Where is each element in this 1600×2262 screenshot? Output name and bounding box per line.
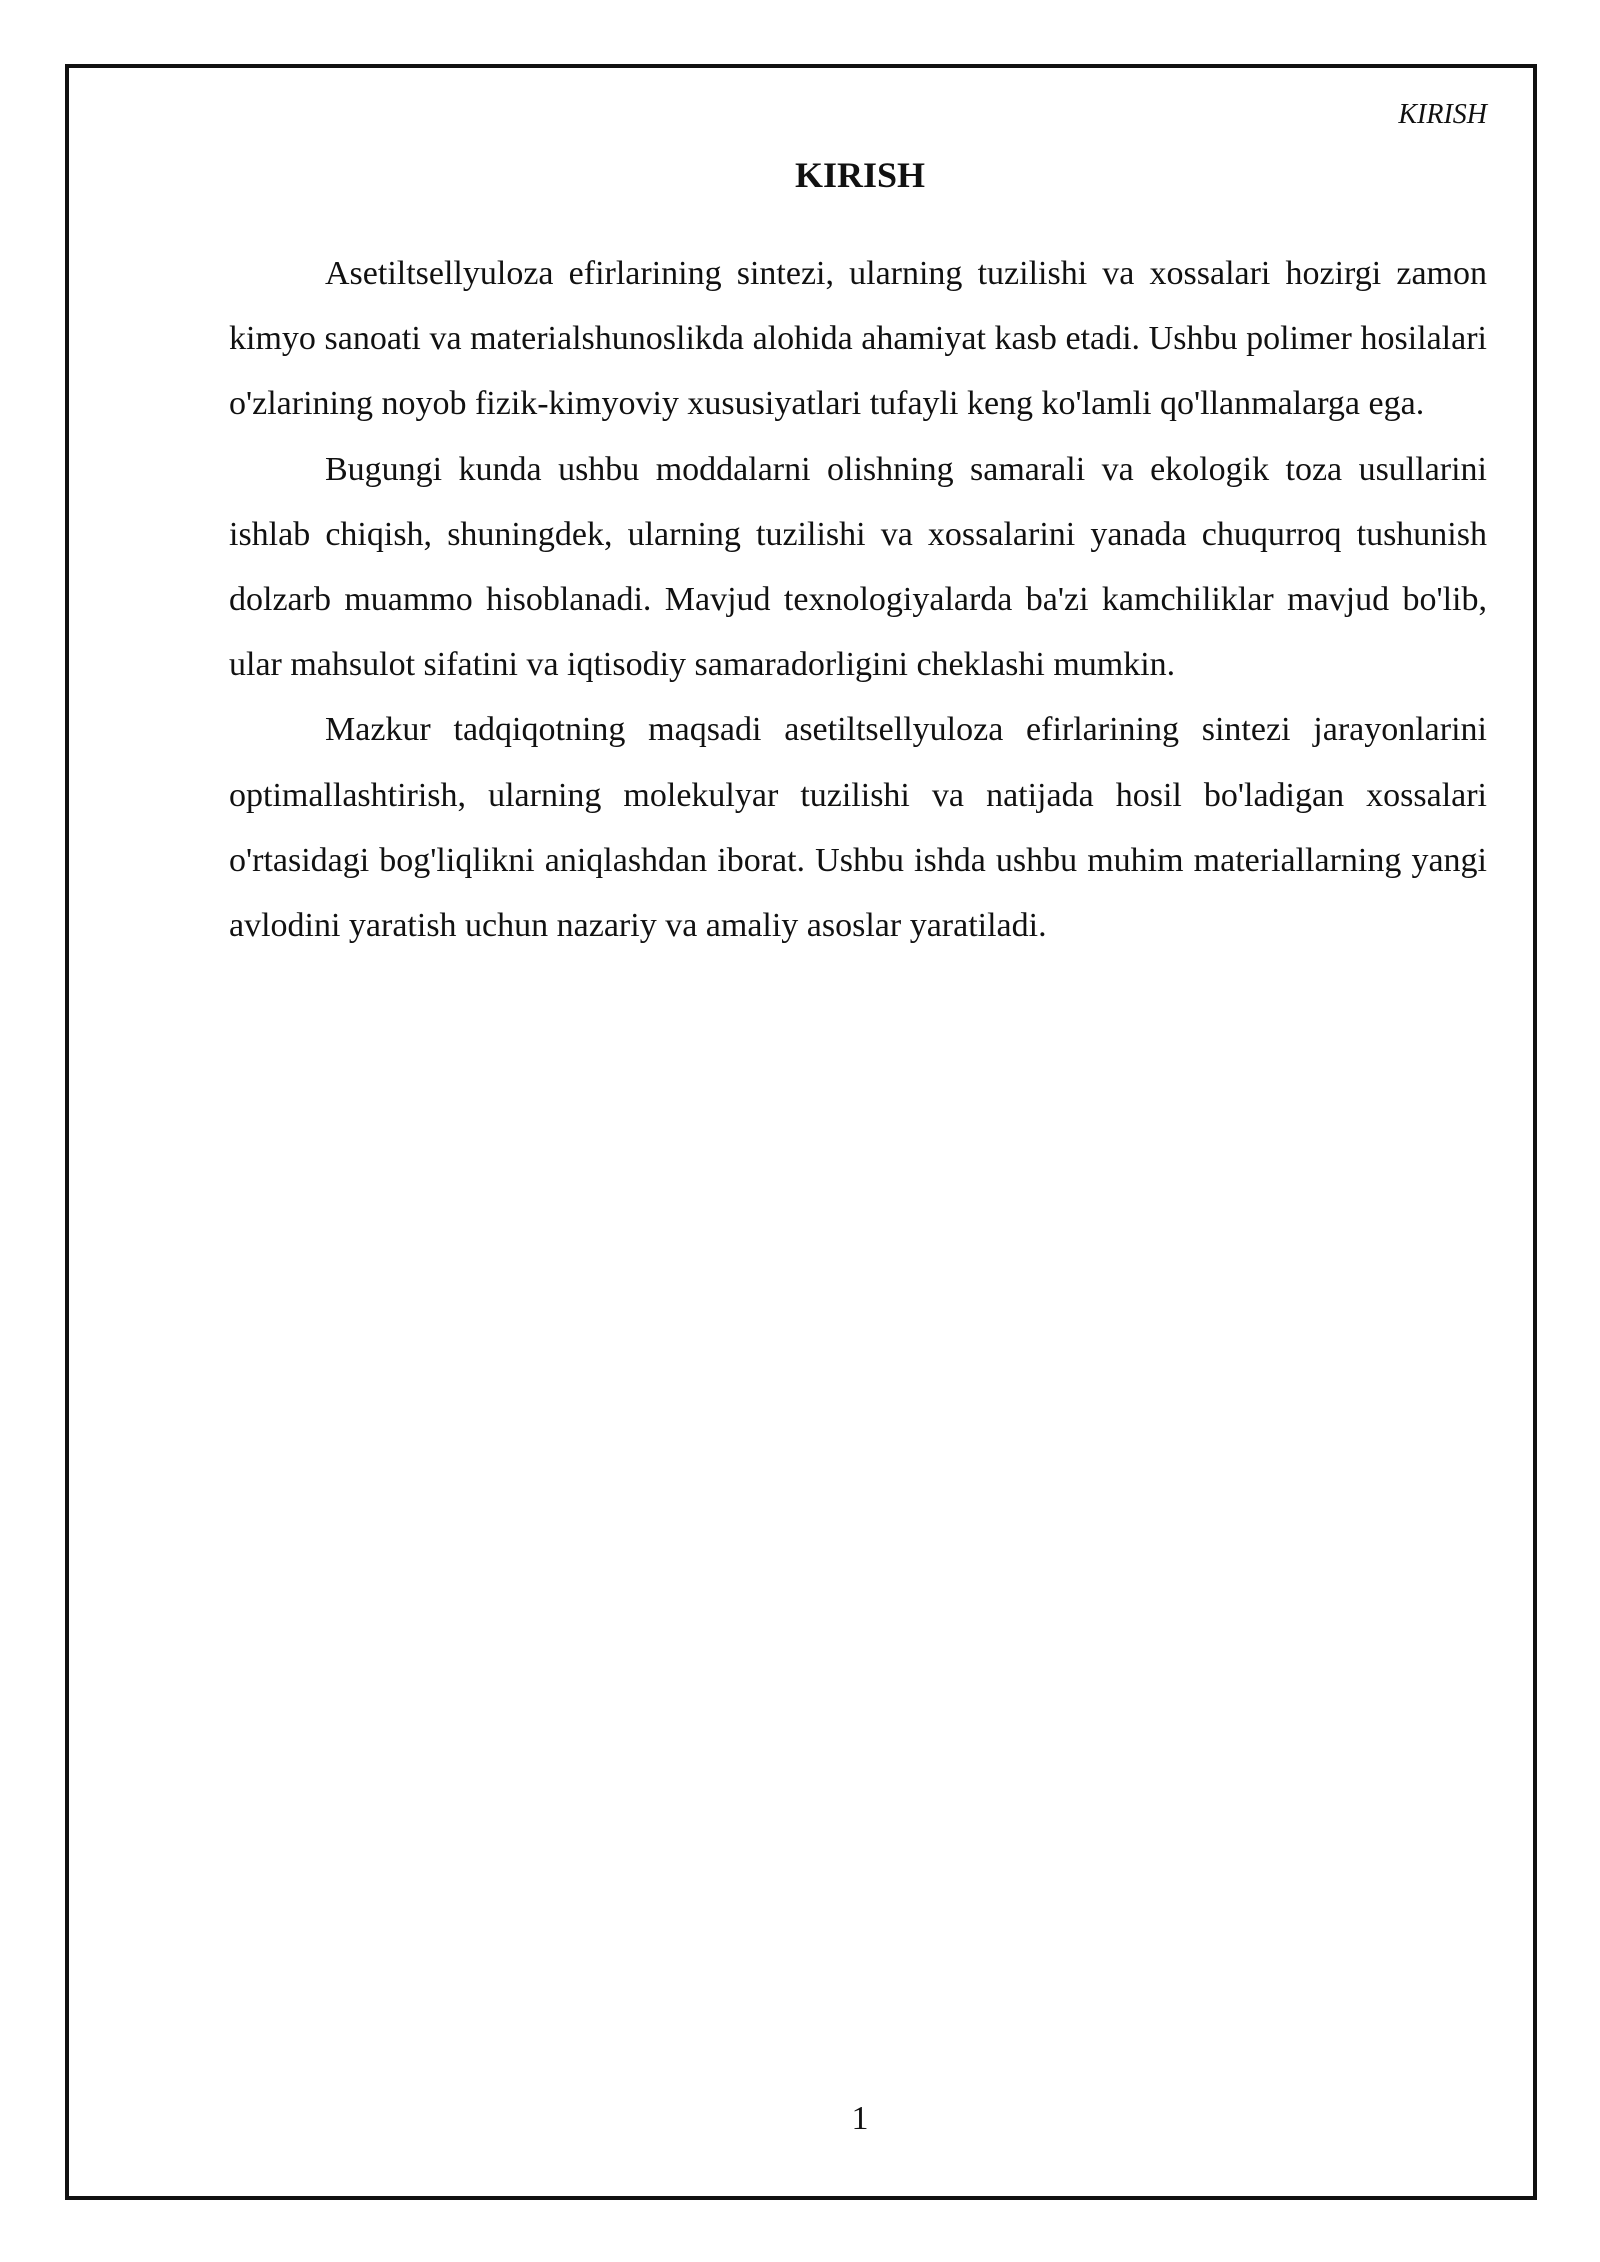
page-number: 1 [851, 2100, 869, 2137]
paragraph-3: Mazkur tadqiqotning maqsadi asetiltsellyuloza efirlarining sintezi jarayonlarini optimallashtirish, ularning molekulyar tuzilishi va natijada hosil bo'ladigan xossalari o'rtasidagi bog'liqlikni aniqlashdan iborat. Ushbu ishda ushbu muhim materiallarning yangi avlodini yaratish uchun nazariy va amaliy asoslar yaratiladi. [229, 711, 1487, 945]
paragraph-2: Bugungi kunda ushbu moddalarni olishning samarali va ekologik toza usullarini ishlab chiqish, shuningdek, ularning tuzilishi va xossalarini yanada chuqurroq tushunish dolzarb muammo hisoblanadi. Mavjud texnologiyalarda ba'zi kamchiliklar mavjud bo'lib, ular mahsulot sifatini va iqtisodiy samaradorligini cheklashi mumkin. [229, 450, 1487, 684]
body-text [229, 241, 1487, 958]
running-header: KIRISH [1398, 99, 1487, 130]
paragraph-1: Asetiltsellyuloza efirlarining sintezi, ularning tuzilishi va xossalari hozirgi zamon kimyo sanoati va materialshunoslikda alohida ahamiyat kasb etadi. Ushbu polimer hosilalari o'zlarining noyob fizik-kimyoviy xususiyatlari tufayli keng ko'lamli qo'llanmalarga ega. [229, 255, 1487, 423]
chapter-title: KIRISH [794, 155, 926, 195]
